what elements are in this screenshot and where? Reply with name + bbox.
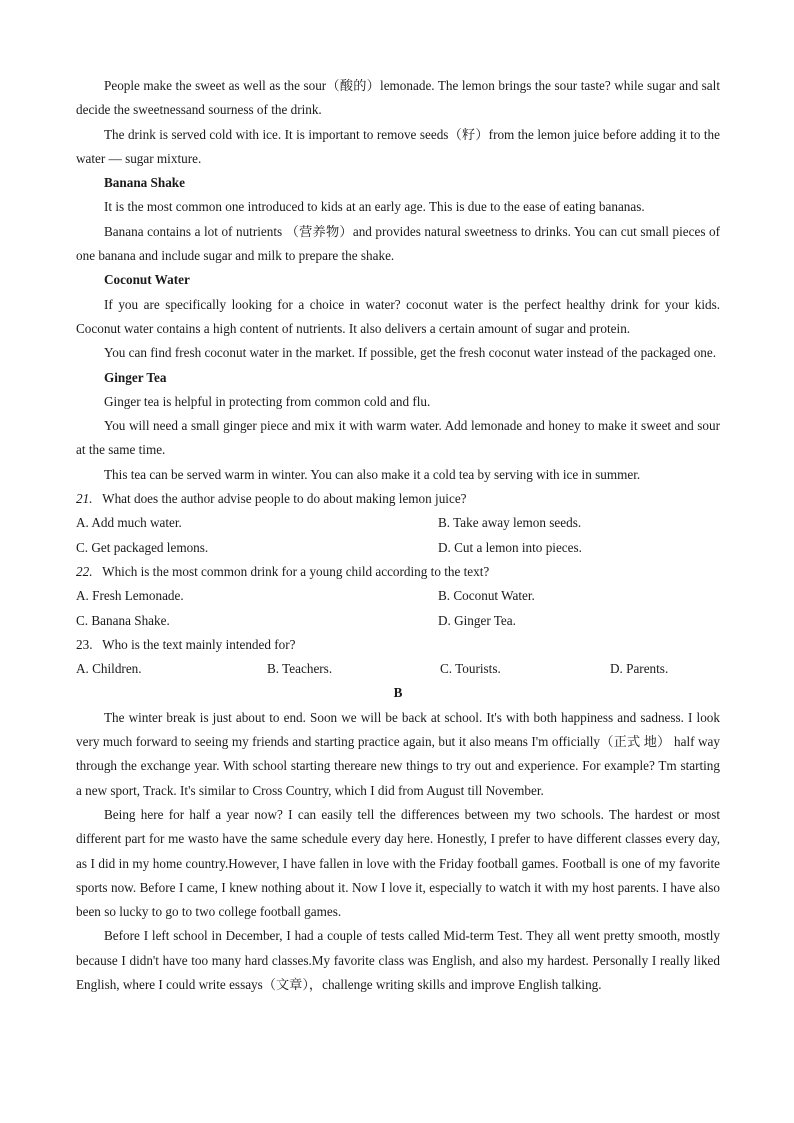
passage-b-paragraph-3: Before I left school in December, I had a couple of tests called Mid-term Test. They all went pretty smooth, mostly because I didn't have too many hard classes.My favorite class was English, and also my hardest. Personally I really liked English, where I could write essays（文章），challenge writing skills and improve English talking. [76, 928, 720, 992]
passage-a-paragraph-9: This tea can be served warm in winter. You can also make it a cold tea by serving with ice in summer. [104, 466, 641, 482]
option-c[interactable]: C. Banana Shake. [76, 612, 170, 628]
heading-coconut-water: Coconut Water [104, 272, 190, 288]
option-d[interactable]: D. Ginger Tea. [438, 612, 516, 628]
question-text: What does the author advise people to do about making lemon juice? [102, 491, 467, 507]
question-22-options [76, 584, 720, 633]
heading-ginger-tea: Ginger Tea [104, 369, 167, 385]
question-number: 21. [76, 491, 93, 507]
option-a[interactable]: A. Add much water. [76, 515, 182, 531]
question-22 [76, 560, 720, 584]
question-21-options [76, 511, 720, 560]
question-text: Which is the most common drink for a young child according to the text? [102, 563, 490, 579]
passage-a-paragraph-2: The drink is served cold with ice. It is important to remove seeds（籽）from the lemon juice before adding it to the water — sugar mixture. [76, 126, 720, 166]
passage-a-paragraph-7: Ginger tea is helpful in protecting from common cold and flu. [104, 393, 431, 409]
passage-b-paragraph-1: The winter break is just about to end. Soon we will be back at school. It's with both happiness and sadness. I look very much forward to seeing my friends and starting practice again, but it also means I'm officially（正式 地） half way through the exchange year. With school starting thereare new things to try out and experience. For example? Tm starting a new sport, Track. It's similar to Cross Country, which I did from August till November. [76, 709, 720, 798]
option-d[interactable]: D. Parents. [610, 661, 669, 677]
question-number: 22. [76, 563, 93, 579]
passage-a-paragraph-5: If you are specifically looking for a choice in water? coconut water is the perfect healthy drink for your kids. Coconut water contains a high content of nutrients. It also delivers a certain amount of sugar and protein. [76, 296, 720, 336]
option-c[interactable]: C. Get packaged lemons. [76, 539, 209, 555]
question-text: Who is the text mainly intended for? [102, 636, 296, 652]
passage-a-paragraph-8: You will need a small ginger piece and mix it with warm water. Add lemonade and honey to make it sweet and sour at the same time. [76, 418, 720, 458]
question-number: 23. [76, 636, 93, 652]
question-23-options [76, 657, 720, 681]
section-b-label: B [393, 685, 403, 701]
option-d[interactable]: D. Cut a lemon into pieces. [438, 539, 582, 555]
passage-a-paragraph-6: You can find fresh coconut water in the market. If possible, get the fresh coconut water instead of the packaged one. [104, 345, 717, 361]
heading-banana-shake: Banana Shake [104, 175, 185, 191]
option-a[interactable]: A. Fresh Lemonade. [76, 588, 184, 604]
passage-a-paragraph-4: Banana contains a lot of nutrients （营养物）and provides natural sweetness to drinks. You can cut small pieces of one banana and include sugar and milk to prepare the shake. [76, 223, 720, 264]
passage-a-paragraph-1: People make the sweet as well as the sour（酸的）lemonade. The lemon brings the sour taste? while sugar and salt decide the sweetnessand sourness of the drink. [76, 78, 720, 118]
passage-a-paragraph-3: It is the most common one introduced to kids at an early age. This is due to the ease of eating bananas. [104, 199, 645, 215]
option-b[interactable]: B. Take away lemon seeds. [438, 515, 582, 531]
passage-b-paragraph-2: Being here for half a year now? I can easily tell the differences between my two schools. The hardest or most different part for me wasto have the same schedule every day here. Honestly, I prefer to have different classes every day, as I did in my home country.However, I have fallen in love with the Friday football games. Football is one of my favorite sports now. Before I came, I knew nothing about it. Now I love it, especially to watch it with my host parents. I have also been so lucky to go to two college football games. [76, 806, 720, 920]
option-b[interactable]: B. Coconut Water. [438, 588, 535, 604]
question-21 [76, 487, 720, 511]
option-c[interactable]: C. Tourists. [440, 661, 501, 677]
option-b[interactable]: B. Teachers. [267, 661, 333, 677]
question-23 [76, 633, 720, 657]
option-a[interactable]: A. Children. [76, 661, 142, 677]
document-page [76, 74, 720, 997]
